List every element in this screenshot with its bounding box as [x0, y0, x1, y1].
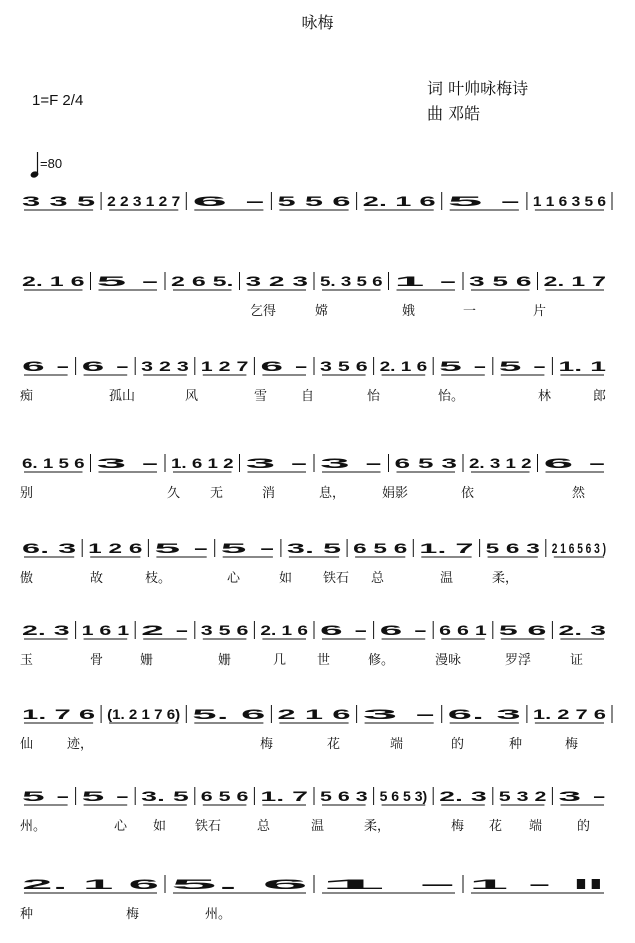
lyric-syllable: 枝。 [145, 571, 172, 586]
notation-line [20, 703, 620, 727]
measure: 1. 2 7 6 [532, 706, 607, 722]
score-system [20, 619, 620, 689]
lyric-syllable: 别 [20, 486, 34, 501]
measure: 5 3 2 [498, 788, 547, 804]
measure: 1 6 1 [81, 622, 130, 638]
lyric-syllable: 如 [279, 571, 293, 586]
lyric-syllable: 痴 [20, 389, 34, 404]
measure: 6 5 6 [200, 788, 249, 804]
lyric-syllable: 温 [311, 819, 325, 834]
lyric-syllable: 柔， [492, 571, 519, 586]
measure: 5 6 3 [320, 788, 368, 804]
measure: 5 - [22, 788, 71, 804]
measure: 1. 7 [419, 540, 474, 556]
lyric-syllable: 心 [227, 571, 241, 586]
score-system [20, 703, 620, 773]
measure: 3. 5 [141, 788, 190, 804]
lyrics-line [20, 567, 620, 589]
lyric-syllable: 温 [440, 571, 454, 586]
measure: 5 - [220, 540, 277, 556]
measure: 2. 1 6 [22, 273, 85, 289]
measure: 1. 1 [558, 358, 607, 374]
lyric-syllable: 雪 [254, 389, 268, 404]
measure: 6 - [260, 358, 309, 374]
measure: 3 - [245, 455, 310, 471]
notation-line [20, 355, 620, 379]
measure: 5 5 6 [277, 193, 351, 209]
measure: 2 - [141, 622, 190, 638]
measure: 1 2 7 [200, 358, 249, 374]
measure: 2. 3 1 2 [469, 455, 532, 471]
lyric-syllable: 的 [577, 819, 591, 834]
measure: 6 5 3 [394, 455, 458, 471]
notation-line [20, 190, 620, 214]
lyric-syllable: 如 [153, 819, 167, 834]
lyric-syllable: 种 [20, 907, 34, 922]
lyric-syllable: 州。 [20, 819, 47, 834]
lyric-syllable: 孤山 [109, 389, 136, 404]
measure: 1. 7 6 [22, 706, 96, 722]
lyric-syllable: 迹， [67, 737, 94, 752]
measure: 1 2 6 [88, 540, 143, 556]
measure: 3 3 5 [22, 193, 96, 209]
lyric-syllable: 心 [114, 819, 128, 834]
measure: 2. 1 6 [22, 876, 160, 892]
notation-line [20, 873, 620, 897]
measure: 1. 6 1 2 [171, 455, 234, 471]
measure: 6. 1 5 6 [22, 455, 85, 471]
lyric-syllable: 故 [90, 571, 104, 586]
lyric-syllable: 骨 [90, 653, 104, 668]
tempo-value: =80 [40, 156, 63, 171]
measure: 1. 7 [260, 788, 309, 804]
measure: 3 5 6 [320, 358, 368, 374]
lyric-syllable: 铁石 [195, 819, 222, 834]
quarter-note-icon [30, 150, 40, 180]
lyrics-line [20, 649, 620, 671]
lyric-syllable: 姗 [218, 653, 232, 668]
lyric-syllable: 铁石 [323, 571, 350, 586]
measure: 3 - [320, 455, 384, 471]
measure: 1 - [394, 273, 459, 289]
notation-line [20, 785, 620, 809]
lyrics-line [20, 815, 620, 837]
lyric-syllable: 柔， [364, 819, 391, 834]
measure: 2 1 6 5 6 3 ) [551, 540, 606, 556]
measure: 3 5 6 [469, 273, 532, 289]
measure: 3 2 3 [141, 358, 190, 374]
song-title: 咏梅 [301, 13, 334, 32]
lyric-syllable: 修。 [368, 653, 395, 668]
measure: 5 - [447, 193, 523, 209]
lyric-syllable: 然 [572, 486, 586, 501]
lyrics-line [20, 733, 620, 755]
lyric-syllable: 花 [489, 819, 503, 834]
measure: 5 - [154, 540, 210, 556]
lyric-syllable: 娥 [402, 304, 416, 319]
lyric-syllable: 自 [301, 389, 315, 404]
measure: 2. 1 6 [379, 358, 428, 374]
lyric-syllable: 梅 [565, 737, 579, 752]
notation-line [20, 619, 620, 643]
measure: 3 - [362, 706, 438, 722]
lyric-syllable: 傲 [20, 571, 34, 586]
score-system [20, 873, 620, 943]
lyric-syllable: 种 [509, 737, 523, 752]
lyric-syllable: 依 [461, 486, 475, 501]
measure: 6 - [379, 622, 429, 638]
lyric-syllable: 怡。 [438, 389, 465, 404]
measure: 2. 3 [22, 622, 71, 638]
lyric-syllable: 林 [538, 389, 552, 404]
lyric-syllable: 姗 [140, 653, 154, 668]
lyric-syllable: 息， [319, 486, 346, 501]
measure: 5 6 [498, 622, 547, 638]
lyric-syllable: 娟影 [382, 486, 409, 501]
lyrics-line [20, 482, 620, 504]
notation-line [20, 452, 620, 476]
lyric-syllable: 总 [257, 819, 271, 834]
lyrics-line [20, 903, 620, 925]
measure: 3 - [96, 455, 161, 471]
measure: 6 - [81, 358, 131, 374]
measure: 6 6 1 [439, 622, 488, 638]
measure: 1 - ‖ [469, 876, 606, 892]
score-system [20, 785, 620, 855]
measure: 6 - [543, 455, 608, 471]
measure: 1 - [320, 876, 460, 892]
lyric-syllable: 端 [390, 737, 404, 752]
measure: 3 2 3 [245, 273, 309, 289]
lyric-syllable: 漫咏 [435, 653, 462, 668]
lyric-syllable: 证 [570, 653, 584, 668]
lyric-syllable: 梅 [451, 819, 465, 834]
lyric-syllable: 花 [327, 737, 341, 752]
score-system [20, 355, 620, 425]
measure: 6. 3 [22, 540, 77, 556]
measure: (1. 2 1 7 6) [107, 706, 181, 722]
lyric-syllable: 玉 [20, 653, 34, 668]
lyric-syllable: 乞得 [250, 304, 277, 319]
measure: 5 - [81, 788, 131, 804]
notation-line [20, 537, 620, 561]
measure: 2 2 3 1 2 7 [107, 193, 181, 209]
measure: 2. 1 7 [543, 273, 607, 289]
lyrics-line [20, 385, 620, 407]
measure: 5. 6 [171, 876, 310, 892]
lyrics-line [20, 300, 620, 322]
lyric-syllable: 梅 [260, 737, 274, 752]
score-system [20, 190, 620, 260]
measure: 6 - [320, 622, 369, 638]
measure: 3 5 6 [200, 622, 249, 638]
measure: 3. 5 [286, 540, 342, 556]
lyric-syllable: 嫦 [315, 304, 329, 319]
measure: 2. 1 6 [362, 193, 437, 209]
measure: 3 - [558, 788, 607, 804]
measure: 6 - [22, 358, 71, 374]
lyricist-credit: 词 叶帅咏梅诗 [427, 79, 529, 98]
lyric-syllable: 世 [317, 653, 331, 668]
lyric-syllable: 片 [533, 304, 547, 319]
lyric-syllable: 仙 [20, 737, 34, 752]
lyric-syllable: 端 [529, 819, 543, 834]
key-time-signature: 1=F 2/4 [32, 92, 84, 109]
lyric-syllable: 罗浮 [505, 653, 532, 668]
measure: 6. 3 [447, 706, 522, 722]
lyric-syllable: 久 [167, 486, 181, 501]
measure: 2. 3 [558, 622, 607, 638]
measure: 5 - [498, 358, 548, 374]
lyric-syllable: 州。 [205, 907, 232, 922]
lyric-syllable: 几 [273, 653, 287, 668]
lyric-syllable: 一 [463, 304, 477, 319]
lyric-syllable: 的 [451, 737, 465, 752]
measure: 2. 1 6 [260, 622, 309, 638]
score-system [20, 537, 620, 607]
measure: 2 1 6 [277, 706, 351, 722]
measure: 5 - [96, 273, 161, 289]
measure: 5 6 3 [485, 540, 541, 556]
measure: 5. 6 [192, 706, 267, 722]
lyric-syllable: 梅 [126, 907, 140, 922]
notation-line [20, 270, 620, 294]
composer-credit: 曲 邓皓 [427, 104, 481, 123]
measure: 2 6 5. [171, 273, 234, 289]
lyric-syllable: 怡 [367, 389, 381, 404]
score-system [20, 270, 620, 340]
measure: 5 - [439, 358, 488, 374]
lyric-syllable: 消 [262, 486, 276, 501]
score-system [20, 452, 620, 522]
credits [427, 76, 528, 126]
lyric-syllable: 总 [371, 571, 385, 586]
measure: 6 5 6 [353, 540, 408, 556]
lyrics-line [20, 220, 620, 242]
lyric-syllable: 无 [210, 486, 224, 501]
measure: 2. 3 [439, 788, 488, 804]
measure: 5. 3 5 6 [320, 273, 383, 289]
measure: 5 6 5 3) [379, 788, 428, 804]
lyric-syllable: 风 [185, 389, 199, 404]
measure: 6 - [192, 193, 267, 209]
measure: 1 1 6 3 5 6 [532, 193, 607, 209]
lyric-syllable: 郎 [593, 389, 607, 404]
